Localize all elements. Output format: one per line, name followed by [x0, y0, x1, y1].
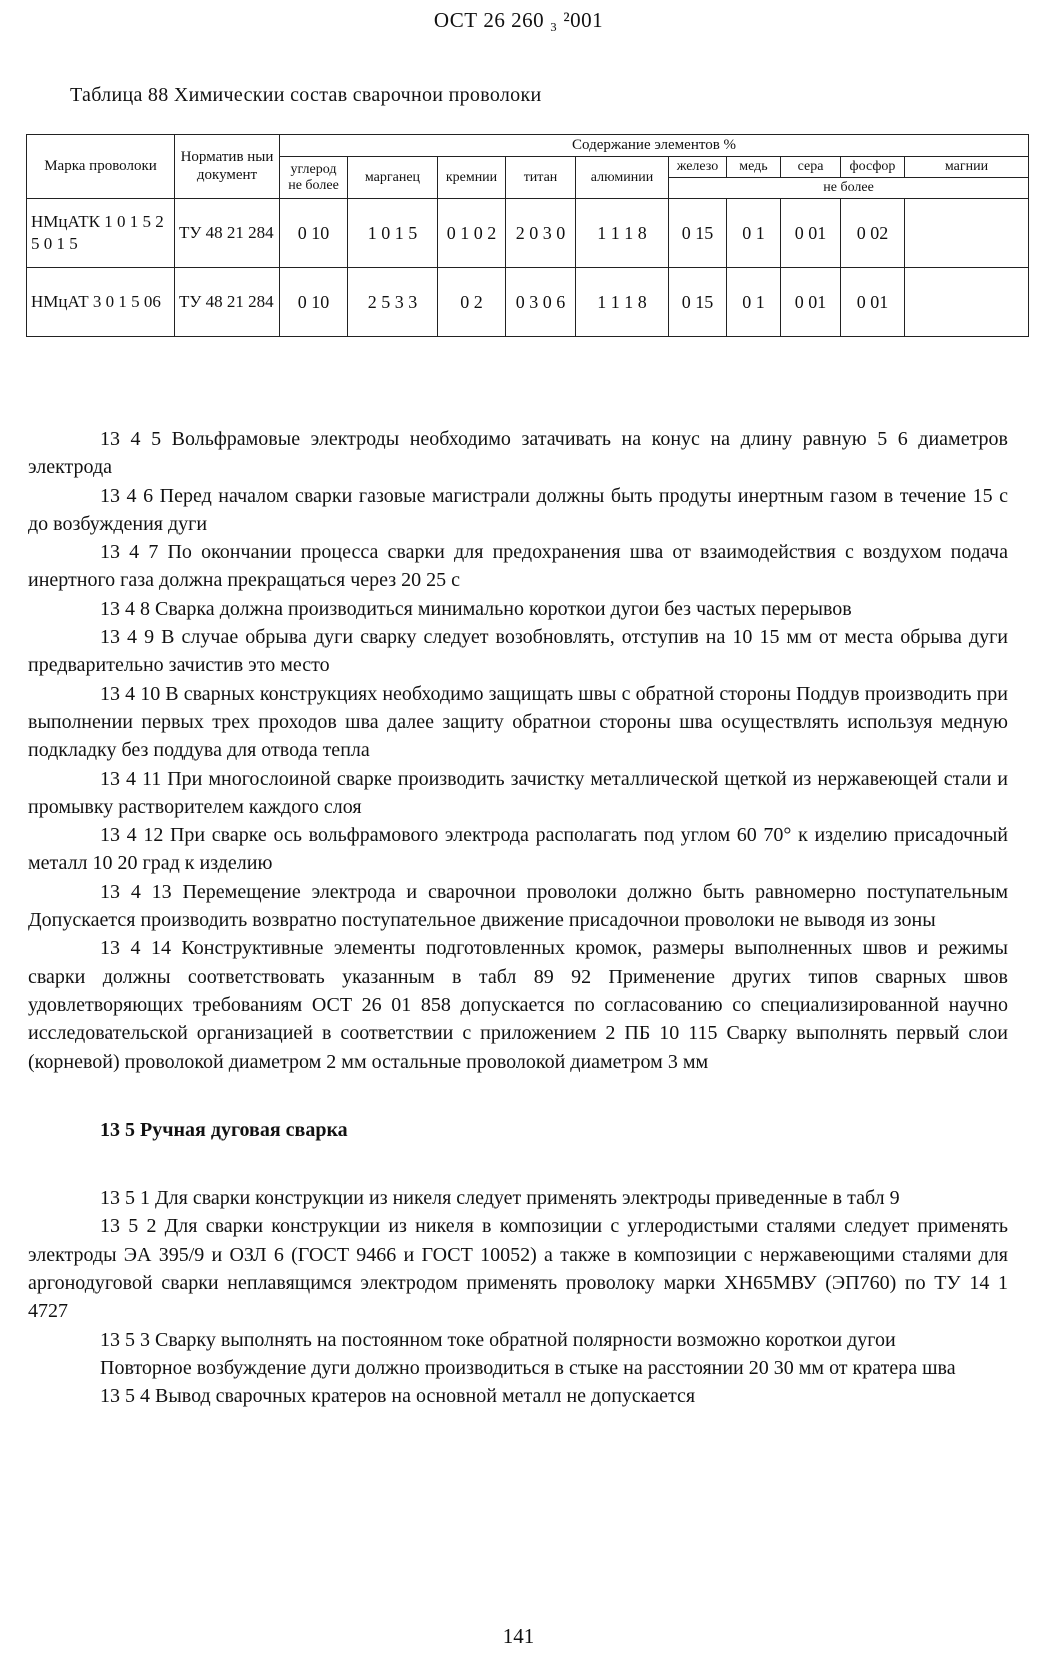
cell-phosphorus: 0 01	[841, 268, 905, 337]
cell-iron: 0 15	[669, 268, 727, 337]
cell-sulfur: 0 01	[781, 268, 841, 337]
header-titanium: титан	[506, 157, 576, 199]
header-not-more: не более	[669, 178, 1029, 199]
paragraph: 13 4 10 В сварных конструкциях необходимо защищать швы с обратной стороны Поддув производить при выполнении первых трех проходов шва далее защиту обратнои стороны шва осуществлять используя медную подкладку без поддува для отвода тепла	[28, 682, 1008, 762]
cell-brand: НМцАТ 3 0 1 5 06	[27, 268, 175, 337]
spacer	[28, 1144, 1008, 1184]
paragraph: 13 4 9 В случае обрыва дуги сварку следует возобновлять, отступив на 10 15 мм от места обрыва дуги предварительно зачистив это место	[28, 626, 1008, 677]
paragraph: 13 5 3 Сварку выполнять на постоянном токе обратной полярности возможно короткои дугои	[100, 1328, 896, 1351]
paragraph: 13 4 7 По окончании процесса сварки для предохранения шва от взаимодействия с воздухом подача инертного газа должна прекращаться через 20 25 с	[28, 541, 1008, 592]
table-row	[27, 268, 1029, 337]
header-aluminium: алюминии	[576, 157, 669, 199]
table-caption: Таблица 88 Химическии состав сварочнои проволоки	[70, 84, 542, 106]
composition-table	[26, 134, 1029, 337]
paragraph: Повторное возбуждение дуги должно производиться в стыке на расстоянии 20 30 мм от кратера шва	[100, 1356, 956, 1379]
header-sulfur: сера	[781, 157, 841, 178]
cell-silicon: 0 1 0 2	[438, 199, 506, 268]
header-magnesium: магнии	[905, 157, 1029, 178]
paragraph: 13 4 14 Конструктивные элементы подготовленных кромок, размеры выполненных швов и режимы сварки должны соответствовать указанным в табл 89 92 Применение других типов сварных швов удовлетворяющих требованиям ОСТ 26 01 858 допускается по согласованию со специализированной научно исследовательской организацией в соответствии с приложением 2 ПБ 10 115 Сварку выполнять первый слои (корневой) проволокой диаметром 2 мм остальные проволокой диаметром 3 мм	[28, 937, 1008, 1073]
cell-phosphorus: 0 02	[841, 199, 905, 268]
cell-titanium: 2 0 3 0	[506, 199, 576, 268]
paragraph: 13 4 6 Перед началом сварки газовые магистрали должны быть продуты инертным газом в течение 15 с до возбуждения дуги	[28, 484, 1008, 535]
header-silicon: кремнии	[438, 157, 506, 199]
paragraph: 13 4 5 Вольфрамовые электроды необходимо затачивать на конус на длину равную 5 6 диаметров электрода	[28, 428, 1008, 479]
spacer	[28, 1076, 1008, 1116]
paragraph: 13 4 12 При сварке ось вольфрамового электрода располагать под углом 60 70° к изделию присадочный металл 10 20 град к изделию	[28, 824, 1008, 875]
header-brand: Марка проволоки	[27, 135, 175, 199]
paragraph: 13 5 4 Вывод сварочных кратеров на основной металл не допускается	[100, 1385, 696, 1408]
paragraph: 13 4 13 Перемещение электрода и сварочнои проволоки должно быть равномерно поступательным Допускается производить возвратно поступательное движение присадочнои проволоки не выводя из зоны	[28, 880, 1008, 932]
cell-manganese: 2 5 3 3	[348, 268, 438, 337]
header-carbon: углерод не более	[280, 157, 348, 199]
table-row	[27, 199, 1029, 268]
paragraph: 13 4 11 При многослоиной сварке производить зачистку металлической щеткой из нержавеющей стали и промывку растворителем каждого слоя	[28, 767, 1008, 818]
section-heading: 13 5 Ручная дуговая сварка	[100, 1118, 348, 1141]
cell-copper: 0 1	[727, 199, 781, 268]
cell-magnesium	[905, 268, 1029, 337]
cell-aluminium: 1 1 1 8	[576, 268, 669, 337]
cell-titanium: 0 3 0 6	[506, 268, 576, 337]
cell-copper: 0 1	[727, 268, 781, 337]
page-number: 141	[502, 1624, 535, 1648]
cell-brand: НМцАТК 1 0 1 5 2 5 0 1 5	[27, 199, 175, 268]
cell-carbon: 0 10	[280, 199, 348, 268]
cell-iron: 0 15	[669, 199, 727, 268]
header-manganese: марганец	[348, 157, 438, 199]
cell-doc: ТУ 48 21 284	[175, 199, 280, 268]
document-body	[28, 425, 1008, 1411]
cell-aluminium: 1 1 1 8	[576, 199, 669, 268]
paragraph: 13 4 8 Сварка должна производиться минимально короткои дугои без частых перерывов	[100, 597, 852, 620]
header-content: Содержание элементов %	[280, 135, 1029, 157]
header-doc: Норматив ныи документ	[175, 135, 280, 199]
header-copper: медь	[727, 157, 781, 178]
document-header: ОСТ 26 260 ₃ ²001	[433, 8, 604, 32]
header-iron: железо	[669, 157, 727, 178]
cell-manganese: 1 0 1 5	[348, 199, 438, 268]
paragraph: 13 5 2 Для сварки конструкции из никеля в композиции с углеродистыми сталями следует применять электроды ЭА 395/9 и ОЗЛ 6 (ГОСТ 9466 и ГОСТ 10052) а также в композиции с нержавеющими сталями для аргонодуговой сварки неплавящимся электродом применять проволоку марки ХН65МВУ (ЭП760) по ТУ 14 1 4727	[28, 1215, 1008, 1323]
cell-magnesium	[905, 199, 1029, 268]
cell-doc: ТУ 48 21 284	[175, 268, 280, 337]
cell-silicon: 0 2	[438, 268, 506, 337]
table-header-row	[27, 135, 1029, 157]
composition-table-wrapper	[26, 134, 1028, 337]
cell-carbon: 0 10	[280, 268, 348, 337]
header-phosphorus: фосфор	[841, 157, 905, 178]
paragraph: 13 5 1 Для сварки конструкции из никеля следует применять электроды приведенные в табл 9	[100, 1187, 900, 1210]
cell-sulfur: 0 01	[781, 199, 841, 268]
